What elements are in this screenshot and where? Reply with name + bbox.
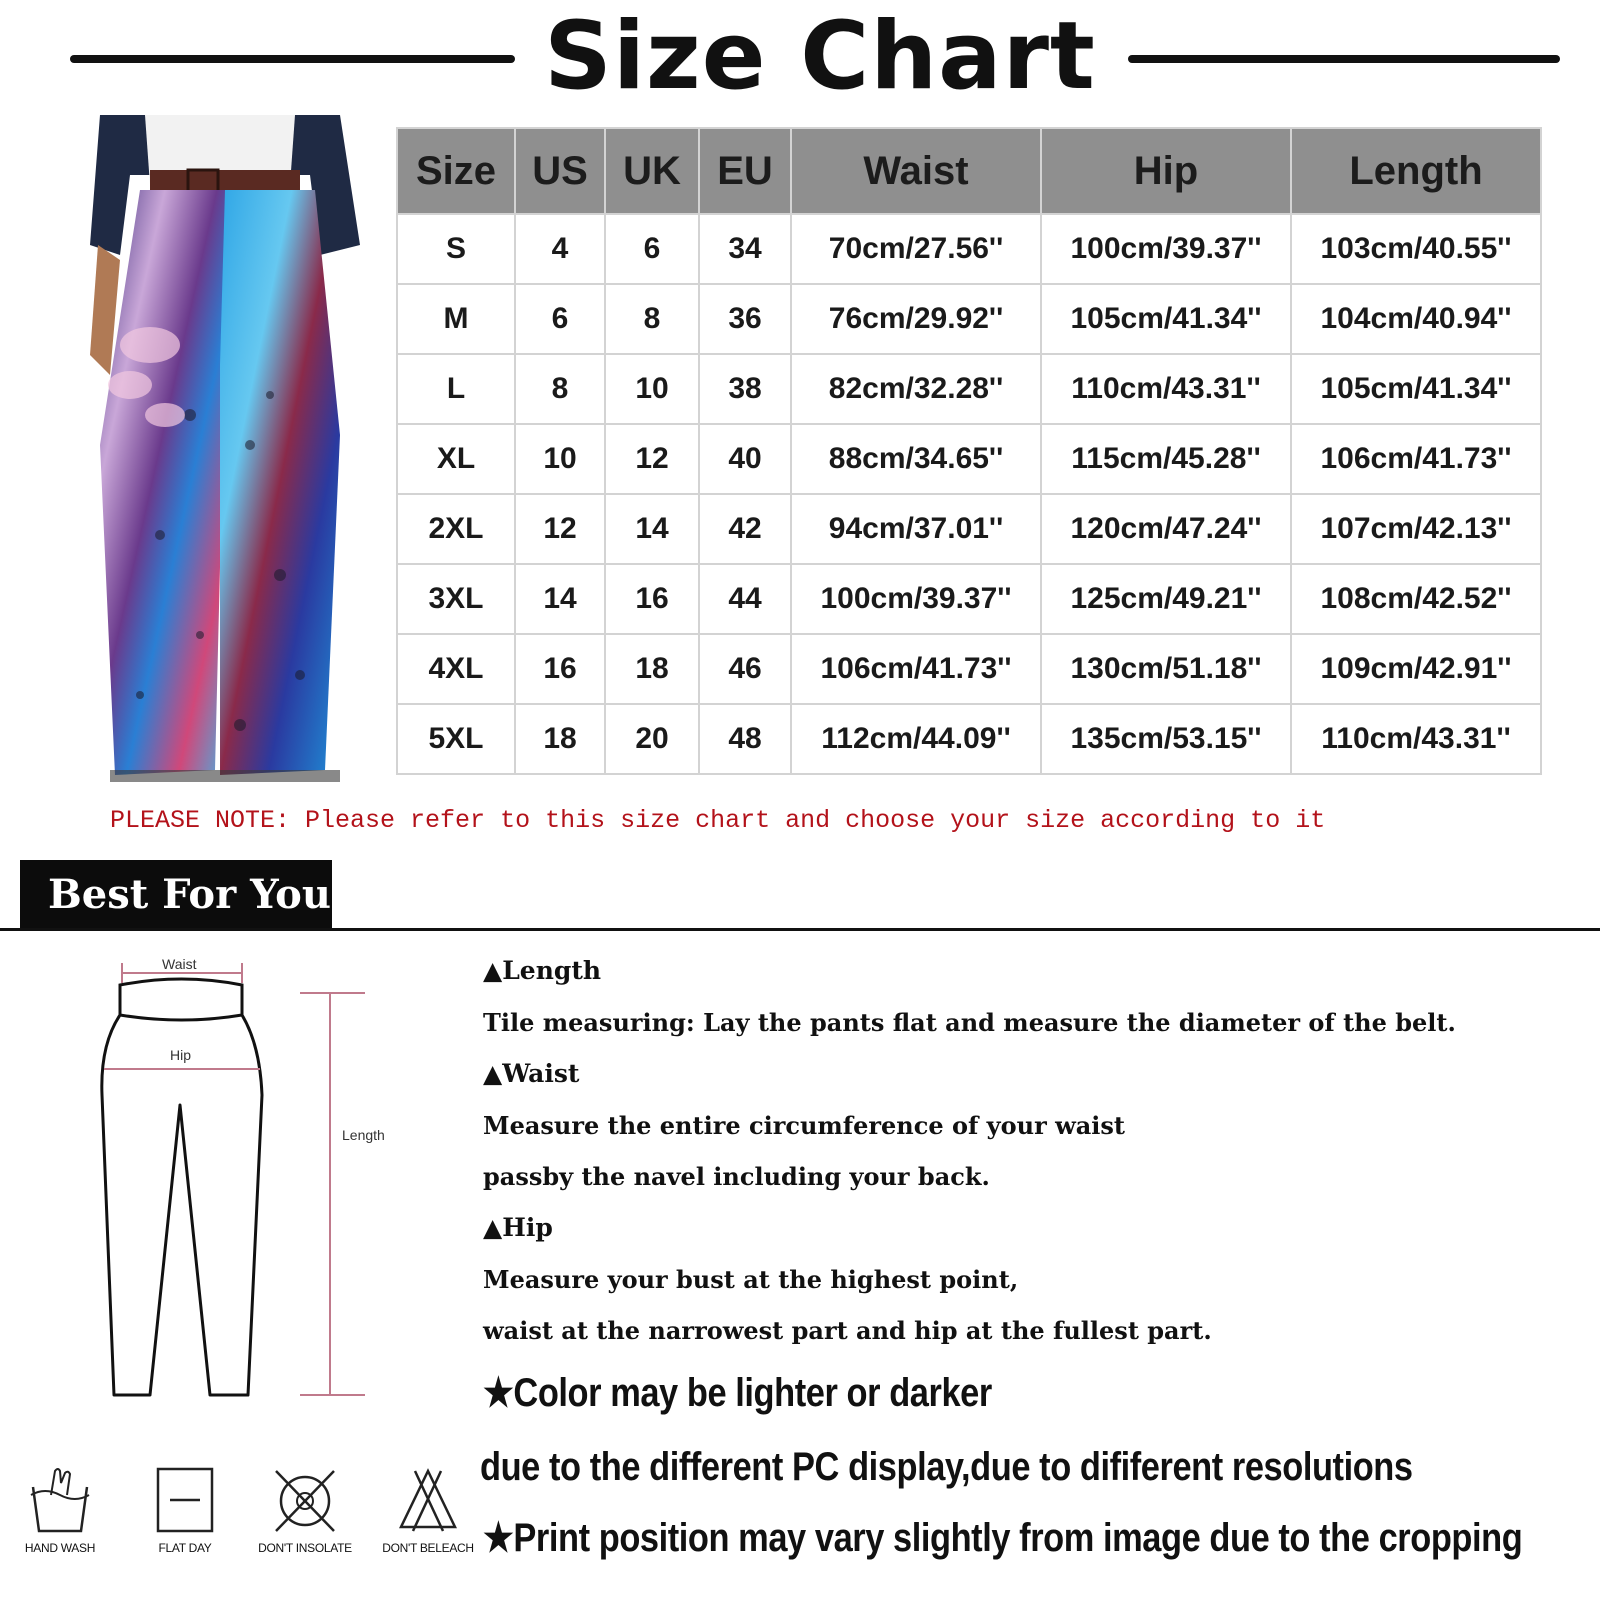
length-heading: ▲Length <box>483 956 602 985</box>
dont-insolate-label: DON'T INSOLATE <box>258 1541 352 1555</box>
cell-hip: 110cm/43.31'' <box>1041 354 1291 424</box>
pants-waistband <box>120 979 242 1020</box>
cell-us: 10 <box>515 424 605 494</box>
color-notice-2: due to the different PC display,due to dififerent resolutions <box>480 1445 1413 1489</box>
cell-hip: 130cm/51.18'' <box>1041 634 1291 704</box>
table-row <box>397 354 1541 424</box>
size-note: PLEASE NOTE: Please refer to this size chart and choose your size according to it <box>110 806 1326 835</box>
hand-wash-label: HAND WASH <box>24 1541 96 1555</box>
title-rule-right <box>1128 55 1560 63</box>
length-label: Length <box>342 1127 385 1143</box>
header-waist: Waist <box>791 128 1041 214</box>
cell-us: 14 <box>515 564 605 634</box>
cell-uk: 14 <box>605 494 699 564</box>
cell-us: 16 <box>515 634 605 704</box>
table-row <box>397 564 1541 634</box>
best-for-you-banner: Best For You <box>20 860 332 930</box>
cell-length: 103cm/40.55'' <box>1291 214 1541 284</box>
care-dont-insolate <box>245 1465 365 1555</box>
size-chart-table <box>396 127 1542 775</box>
header-us: US <box>515 128 605 214</box>
cell-waist: 88cm/34.65'' <box>791 424 1041 494</box>
cell-uk: 12 <box>605 424 699 494</box>
cell-size: L <box>397 354 515 424</box>
table-row <box>397 494 1541 564</box>
cell-us: 4 <box>515 214 605 284</box>
belt <box>150 170 300 192</box>
waist-label: Waist <box>162 956 197 972</box>
hand-wash-icon <box>25 1465 95 1535</box>
cell-size: 5XL <box>397 704 515 774</box>
hip-label: Hip <box>170 1047 192 1063</box>
cell-hip: 135cm/53.15'' <box>1041 704 1291 774</box>
waist-heading: ▲Waist <box>483 1059 580 1088</box>
cell-eu: 34 <box>699 214 791 284</box>
cell-hip: 125cm/49.21'' <box>1041 564 1291 634</box>
header-length: Length <box>1291 128 1541 214</box>
cell-eu: 36 <box>699 284 791 354</box>
cell-eu: 42 <box>699 494 791 564</box>
cell-hip: 105cm/41.34'' <box>1041 284 1291 354</box>
cell-uk: 8 <box>605 284 699 354</box>
cell-size: XL <box>397 424 515 494</box>
cell-waist: 94cm/37.01'' <box>791 494 1041 564</box>
cell-waist: 76cm/29.92'' <box>791 284 1041 354</box>
table-row <box>397 634 1541 704</box>
flat-dry-label: FLAT DAY <box>158 1541 212 1555</box>
cell-eu: 46 <box>699 634 791 704</box>
cell-uk: 16 <box>605 564 699 634</box>
care-hand-wash <box>0 1465 120 1555</box>
floor-shadow <box>110 770 340 782</box>
cell-eu: 48 <box>699 704 791 774</box>
header-hip: Hip <box>1041 128 1291 214</box>
table-row <box>397 284 1541 354</box>
right-pant-leg <box>220 190 340 775</box>
cell-waist: 100cm/39.37'' <box>791 564 1041 634</box>
table-row <box>397 704 1541 774</box>
hip-heading: ▲Hip <box>483 1213 553 1242</box>
cell-us: 12 <box>515 494 605 564</box>
cell-us: 6 <box>515 284 605 354</box>
hip-text-1: Measure your bust at the highest point, <box>483 1265 1019 1294</box>
care-dont-bleach <box>368 1465 488 1555</box>
cell-length: 104cm/40.94'' <box>1291 284 1541 354</box>
cell-uk: 10 <box>605 354 699 424</box>
cell-length: 109cm/42.91'' <box>1291 634 1541 704</box>
header-size: Size <box>397 128 515 214</box>
cell-waist: 70cm/27.56'' <box>791 214 1041 284</box>
cell-eu: 38 <box>699 354 791 424</box>
care-flat-dry <box>125 1465 245 1555</box>
table-row <box>397 424 1541 494</box>
flat-dry-icon <box>150 1465 220 1535</box>
left-pant-leg <box>100 190 230 775</box>
cell-length: 105cm/41.34'' <box>1291 354 1541 424</box>
cell-length: 110cm/43.31'' <box>1291 704 1541 774</box>
cell-length: 106cm/41.73'' <box>1291 424 1541 494</box>
header-uk: UK <box>605 128 699 214</box>
cell-size: S <box>397 214 515 284</box>
cell-size: 3XL <box>397 564 515 634</box>
cell-size: 4XL <box>397 634 515 704</box>
cell-hip: 120cm/47.24'' <box>1041 494 1291 564</box>
header-eu: EU <box>699 128 791 214</box>
section-divider <box>0 928 1600 931</box>
cell-waist: 82cm/32.28'' <box>791 354 1041 424</box>
cell-eu: 40 <box>699 424 791 494</box>
table-header-row <box>397 128 1541 214</box>
cell-eu: 44 <box>699 564 791 634</box>
print-notice: ★Print position may vary slightly from image due to the cropping <box>483 1516 1523 1560</box>
cell-waist: 112cm/44.09'' <box>791 704 1041 774</box>
table-row <box>397 214 1541 284</box>
waist-text-1: Measure the entire circumference of your waist <box>483 1111 1126 1140</box>
dont-insolate-icon <box>270 1465 340 1535</box>
length-text: Tile measuring: Lay the pants flat and measure the diameter of the belt. <box>483 1008 1456 1037</box>
product-photo <box>70 115 370 790</box>
color-notice-1: ★Color may be lighter or darker <box>483 1371 992 1415</box>
cell-hip: 100cm/39.37'' <box>1041 214 1291 284</box>
cell-uk: 20 <box>605 704 699 774</box>
cell-hip: 115cm/45.28'' <box>1041 424 1291 494</box>
cell-uk: 18 <box>605 634 699 704</box>
hip-text-2: waist at the narrowest part and hip at the fullest part. <box>483 1316 1212 1345</box>
dont-bleach-label: DON'T BELEACH <box>382 1541 474 1555</box>
cell-size: M <box>397 284 515 354</box>
cell-us: 8 <box>515 354 605 424</box>
page-title: Size Chart <box>544 2 1096 111</box>
dont-bleach-icon <box>393 1465 463 1535</box>
cell-size: 2XL <box>397 494 515 564</box>
waist-text-2: passby the navel including your back. <box>483 1162 990 1191</box>
title-rule-left <box>70 55 515 63</box>
pants-outline <box>102 1015 262 1395</box>
cell-waist: 106cm/41.73'' <box>791 634 1041 704</box>
pants-measurement-diagram <box>90 955 410 1425</box>
cell-length: 108cm/42.52'' <box>1291 564 1541 634</box>
cell-uk: 6 <box>605 214 699 284</box>
cell-us: 18 <box>515 704 605 774</box>
cell-length: 107cm/42.13'' <box>1291 494 1541 564</box>
